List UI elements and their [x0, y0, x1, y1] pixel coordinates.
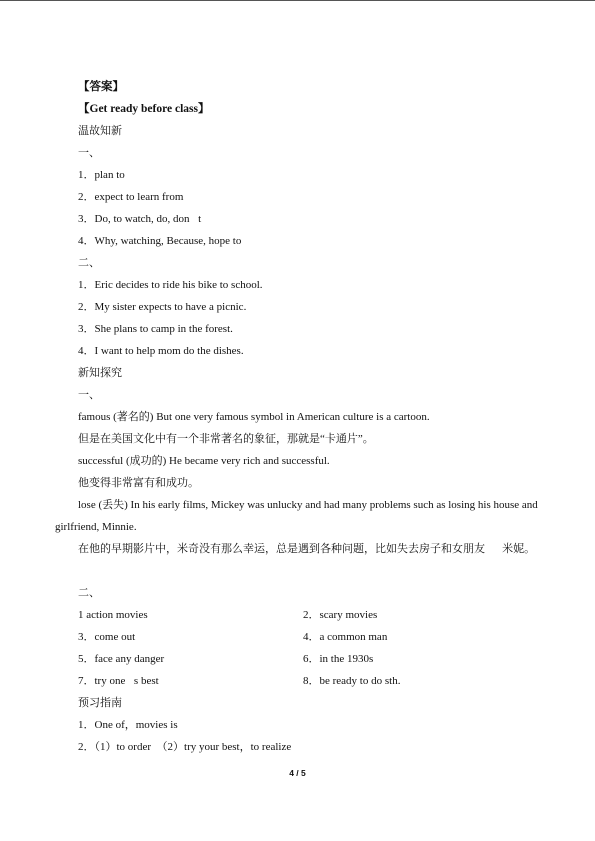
guide-item: 1．One of，movies is: [78, 719, 178, 731]
review-part1-item: 1．plan to: [78, 169, 125, 181]
explore-title: 新知探究: [78, 367, 122, 379]
guide-item: 2．（1）to order （2）try your best，to realize: [78, 741, 292, 753]
review-part2-item: 2．My sister expects to have a picnic.: [78, 301, 247, 313]
review-part1-item: 3．Do, to watch, do, don t: [78, 213, 202, 225]
review-title: 温故知新: [78, 125, 122, 137]
vocab-chinese-translation: 但是在美国文化中有一个非常著名的象征，那就是“卡通片”。: [78, 433, 374, 445]
vocab-english-sentence: lose (丢失) In his early films, Mickey was unlucky and had many problems such as losing his house and girlfriend, Minnie.: [55, 499, 538, 533]
review-part1-item: 4．Why, watching, Because, hope to: [78, 235, 242, 247]
explore-part2-label: 二、: [78, 587, 100, 599]
section-heading: 【Get ready before class】: [78, 103, 210, 115]
phrase-item: 5．face any danger: [78, 653, 165, 665]
vocab-english-sentence: famous (著名的) But one very famous symbol in American culture is a cartoon.: [78, 411, 430, 423]
review-part2-item: 1．Eric decides to ride his bike to school.: [78, 279, 263, 291]
phrase-item: 1 action movies: [78, 609, 148, 621]
answer-heading: 【答案】: [78, 81, 124, 93]
review-part1-item: 2．expect to learn from: [78, 191, 184, 203]
phrase-item: 8．be ready to do sth.: [303, 675, 401, 687]
phrase-item: 2．scary movies: [303, 609, 378, 621]
vocab-english-paragraph: [55, 494, 541, 538]
header-rule: [0, 0, 595, 1]
phrase-item: 7．try one s best: [78, 675, 159, 687]
review-part2-label: 二、: [78, 257, 100, 269]
vocab-chinese-paragraph: [55, 538, 541, 560]
review-part1-label: 一、: [78, 147, 100, 159]
vocab-chinese-translation: 在他的早期影片中，米奇没有那么幸运，总是遇到各种问题，比如失去房子和女朋友  米妮。: [78, 543, 536, 555]
vocab-english-sentence: successful (成功的) He became very rich and successful.: [78, 455, 330, 467]
explore-part1-label: 一、: [78, 389, 100, 401]
review-part2-item: 4．I want to help mom do the dishes.: [78, 345, 244, 357]
phrase-item: 4．a common man: [303, 631, 388, 643]
page-number: 4 / 5: [289, 768, 306, 778]
review-part2-item: 3．She plans to camp in the forest.: [78, 323, 233, 335]
phrase-item: 3．come out: [78, 631, 136, 643]
phrase-item: 6．in the 1930s: [303, 653, 374, 665]
guide-title: 预习指南: [78, 697, 122, 709]
vocab-chinese-translation: 他变得非常富有和成功。: [78, 477, 199, 489]
